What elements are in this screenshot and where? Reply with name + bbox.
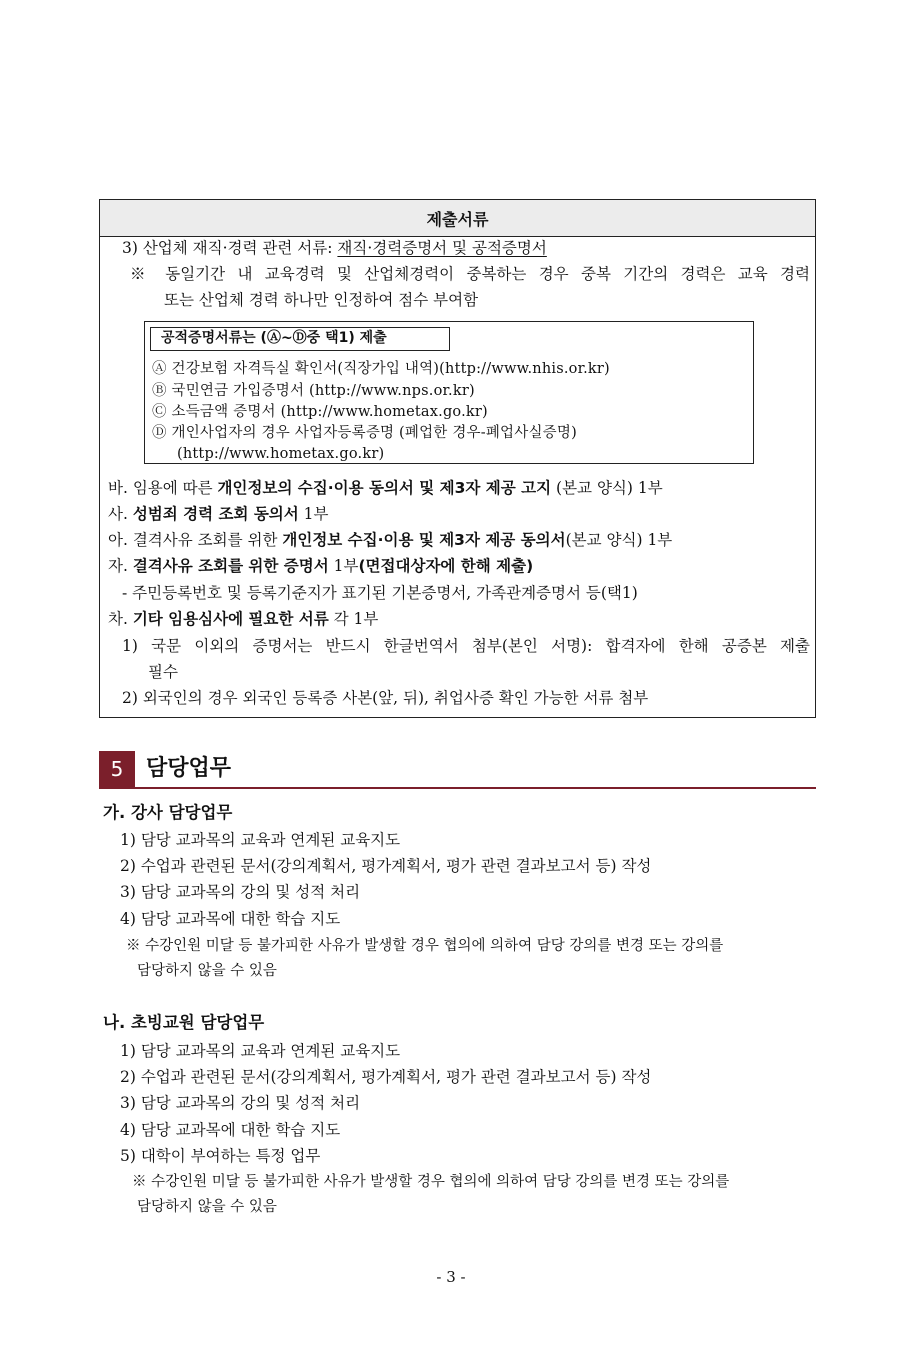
item-ba-suffix: (본교 양식) 1부 <box>551 479 663 497</box>
na-item-5: 5) 대학이 부여하는 특정 업무 <box>120 1147 321 1165</box>
item-sa-suffix: 1부 <box>298 505 329 523</box>
line-industry-documents <box>122 238 547 258</box>
line-industry-prefix: 3) 산업체 재직·경력 관련 서류: <box>122 239 338 257</box>
item-cha-suffix: 각 1부 <box>328 610 379 628</box>
item-ba-bold: 개인정보의 수집·이용 동의서 및 제3자 제공 고지 <box>217 479 552 497</box>
overlap-note-line2: 또는 산업체 경력 하나만 인정하여 점수 부여함 <box>164 291 479 309</box>
item-ja-sub: - 주민등록번호 및 등록기준지가 표기된 기본증명서, 가족관계증명서 등(택1) <box>122 584 638 602</box>
item-ja-mid: 1부 <box>328 557 359 575</box>
na-item-3: 3) 담당 교과목의 강의 및 성적 처리 <box>120 1094 361 1112</box>
ga-item-1: 1) 담당 교과목의 교육과 연계된 교육지도 <box>120 831 401 849</box>
na-title: 나. 초빙교원 담당업무 <box>103 1013 265 1032</box>
item-ja-prefix: 자. <box>108 557 133 575</box>
item-sa <box>108 504 329 524</box>
item-ba-prefix: 바. 임용에 따른 <box>108 479 218 497</box>
official-doc-item-b: Ⓑ 국민연금 가입증명서 (http://www.nps.or.kr) <box>152 383 475 399</box>
ga-note-line1: ※ 수강인원 미달 등 불가피한 사유가 발생할 경우 협의에 의하여 담당 강의를 변경 또는 강의를 <box>126 938 724 954</box>
official-doc-item-a: Ⓐ 건강보험 자격득실 확인서(직장가입 내역)(http://www.nhis.or.kr) <box>152 361 610 377</box>
overlap-note-line1: ※ 동일기간 내 교육경력 및 산업체경력이 중복하는 경우 중복 기간의 경력은 교육 경력 <box>130 265 810 283</box>
item-a-prefix: 아. 결격사유 조회를 위한 <box>108 531 283 549</box>
na-item-2: 2) 수업과 관련된 문서(강의계획서, 평가계획서, 평가 관련 결과보고서 등) 작성 <box>120 1068 652 1086</box>
item-ja <box>108 556 533 576</box>
ga-title: 가. 강사 담당업무 <box>103 803 233 822</box>
item-a <box>108 530 672 550</box>
official-doc-item-d: Ⓓ 개인사업자의 경우 사업자등록증명 (폐업한 경우-폐업사실증명) <box>152 425 577 441</box>
official-documents-box <box>144 321 754 464</box>
item-cha <box>108 609 378 629</box>
section-title: 담당업무 <box>146 756 232 781</box>
section-number: 5 <box>99 751 135 787</box>
item-cha-2: 2) 외국인의 경우 외국인 등록증 사본(앞, 뒤), 취업사증 확인 가능한 서류 첨부 <box>122 689 649 707</box>
submission-documents-box <box>99 199 816 718</box>
ga-item-3: 3) 담당 교과목의 강의 및 성적 처리 <box>120 883 361 901</box>
official-doc-item-d-url: (http://www.hometax.go.kr) <box>177 446 385 462</box>
section-rule <box>99 787 816 789</box>
item-a-bold: 개인정보 수집·이용 및 제3자 제공 동의서 <box>282 531 566 549</box>
page-number: - 3 - <box>436 1268 466 1286</box>
line-industry-underlined: 재직·경력증명서 및 공적증명서 <box>337 239 547 257</box>
section-heading <box>99 751 816 789</box>
ga-item-2: 2) 수업과 관련된 문서(강의계획서, 평가계획서, 평가 관련 결과보고서 등) 작성 <box>120 857 652 875</box>
na-note-line1: ※ 수강인원 미달 등 불가피한 사유가 발생할 경우 협의에 의하여 담당 강의를 변경 또는 강의를 <box>132 1174 730 1190</box>
item-cha-1-line2: 필수 <box>148 663 178 681</box>
official-doc-item-c: Ⓒ 소득금액 증명서 (http://www.hometax.go.kr) <box>152 404 488 420</box>
item-sa-prefix: 사. <box>108 505 133 523</box>
item-ja-bold: 결격사유 조회를 위한 증명서 <box>132 557 329 575</box>
na-item-4: 4) 담당 교과목에 대한 학습 지도 <box>120 1121 341 1139</box>
official-documents-title: 공적증명서류는 (Ⓐ~Ⓓ중 택1) 제출 <box>150 327 450 351</box>
item-a-suffix: (본교 양식) 1부 <box>565 531 673 549</box>
ga-note-line2: 담당하지 않을 수 있음 <box>137 963 277 979</box>
item-cha-1-line1: 1) 국문 이외의 증명서는 반드시 한글번역서 첨부(본인 서명): 합격자에 한해 공증본 제출 <box>122 637 810 655</box>
item-cha-bold: 기타 임용심사에 필요한 서류 <box>132 610 329 628</box>
item-ba <box>108 478 663 498</box>
item-ja-bold2: (면접대상자에 한해 제출) <box>358 557 534 575</box>
item-cha-prefix: 차. <box>108 610 133 628</box>
ga-item-4: 4) 담당 교과목에 대한 학습 지도 <box>120 910 341 928</box>
na-note-line2: 담당하지 않을 수 있음 <box>137 1199 277 1215</box>
box-header: 제출서류 <box>100 200 815 237</box>
item-sa-bold: 성범죄 경력 조회 동의서 <box>132 505 299 523</box>
na-item-1: 1) 담당 교과목의 교육과 연계된 교육지도 <box>120 1042 401 1060</box>
